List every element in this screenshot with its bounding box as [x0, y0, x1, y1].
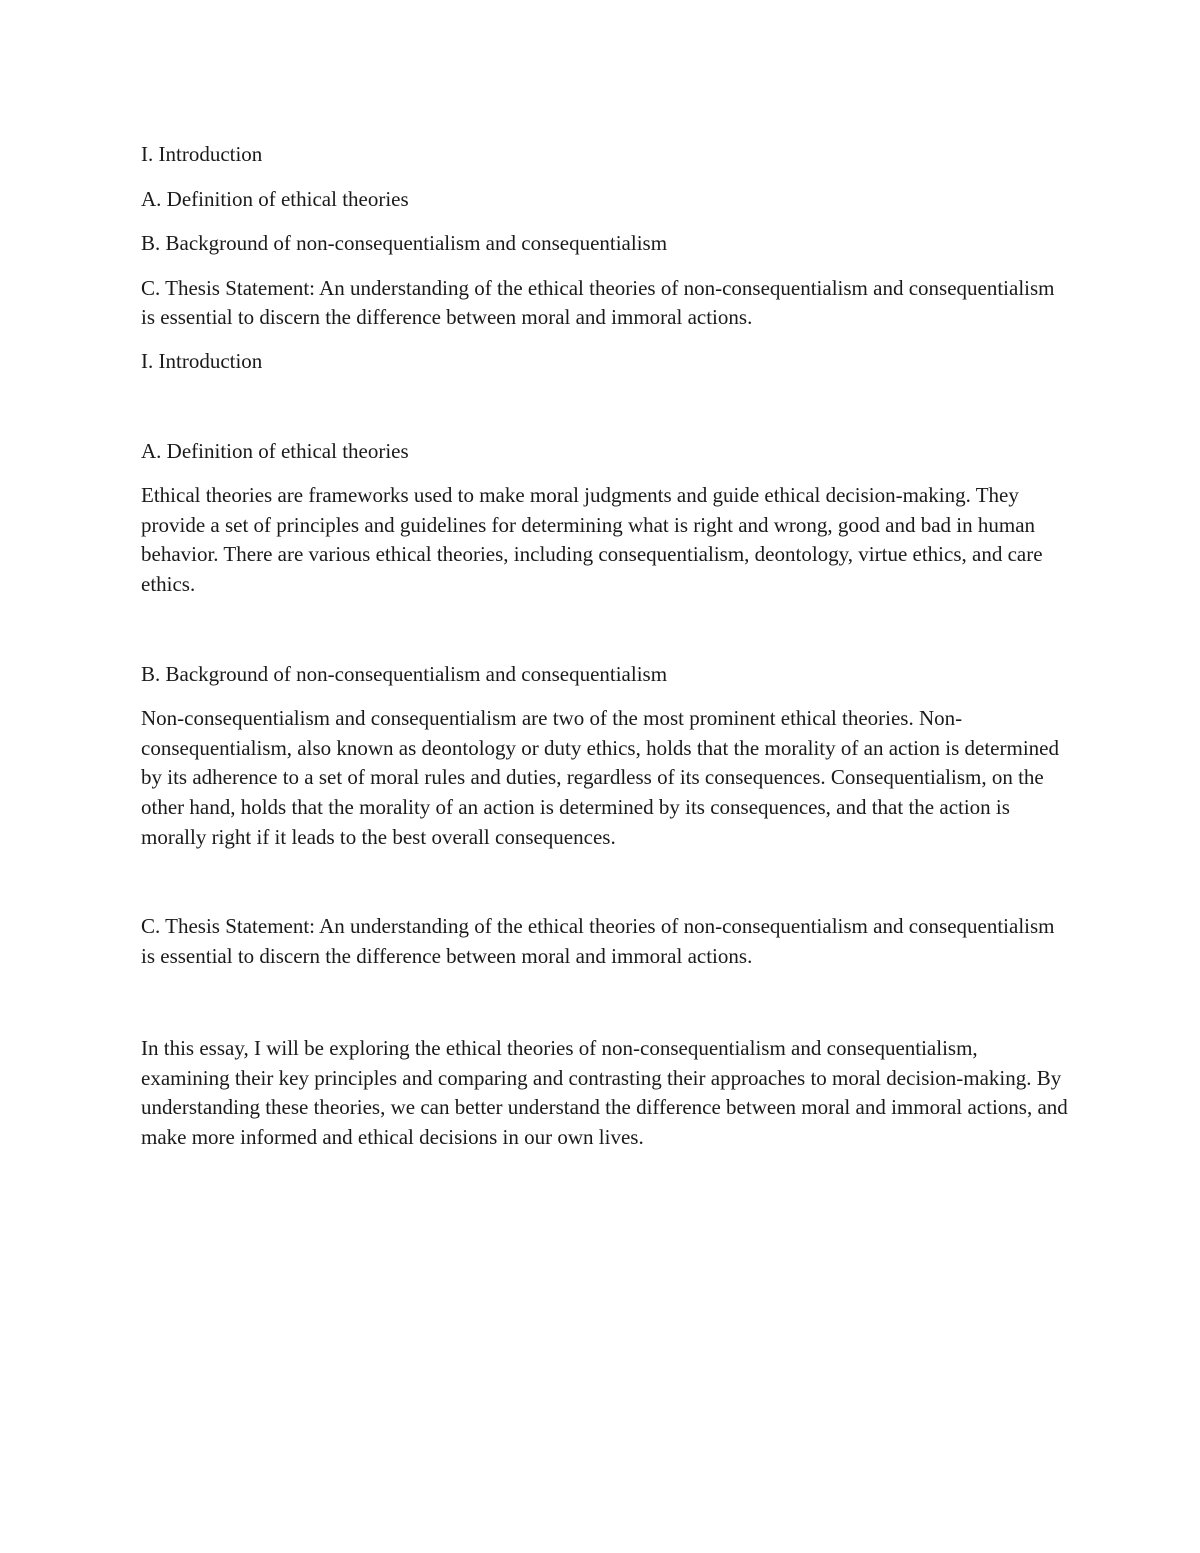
- closing-paragraph: In this essay, I will be exploring the ethical theories of non-consequentialism and consequentialism, examining their key principles and comparing and contrasting their approaches to moral decision-making. By understanding these theories, we can better understand the difference between moral and immoral actions, and make more informed and ethical decisions in our own lives.: [141, 1036, 1068, 1150]
- section-b-paragraph: Non-consequentialism and consequentialism are two of the most prominent ethical theories. Non-consequentialism, also known as deontology or duty ethics, holds that the morality of an action is determined by its adherence to a set of moral rules and duties, regardless of its consequences. Consequentialism, on the other hand, holds that the morality of an action is determined by its consequences, and that the action is morally right if it leads to the best overall consequences.: [141, 706, 1059, 849]
- outline-item-b: B. Background of non-consequentialism and consequentialism: [141, 231, 668, 256]
- section-a-heading: A. Definition of ethical theories: [141, 438, 409, 463]
- outline-item-c: C. Thesis Statement: An understanding of the ethical theories of non-consequentialism and consequentialism is essential to discern the difference between moral and immoral actions.: [141, 275, 1055, 330]
- section-intro-heading: I. Introduction: [141, 348, 263, 373]
- thesis-statement: C. Thesis Statement: An understanding of the ethical theories of non-consequentialism and consequentialism is essential to discern the difference between moral and immoral actions.: [141, 914, 1055, 968]
- outline-item-a: A. Definition of ethical theories: [141, 186, 409, 211]
- section-b-heading: B. Background of non-consequentialism and consequentialism: [141, 661, 668, 686]
- outline-intro-heading: I. Introduction: [141, 142, 263, 166]
- section-a-paragraph: Ethical theories are frameworks used to make moral judgments and guide ethical decision-making. They provide a set of principles and guidelines for determining what is right and wrong, good and bad in human behavior. There are various ethical theories, including consequentialism, deontology, virtue ethics, and care ethics.: [141, 483, 1043, 596]
- document-page: [141, 140, 1071, 1153]
